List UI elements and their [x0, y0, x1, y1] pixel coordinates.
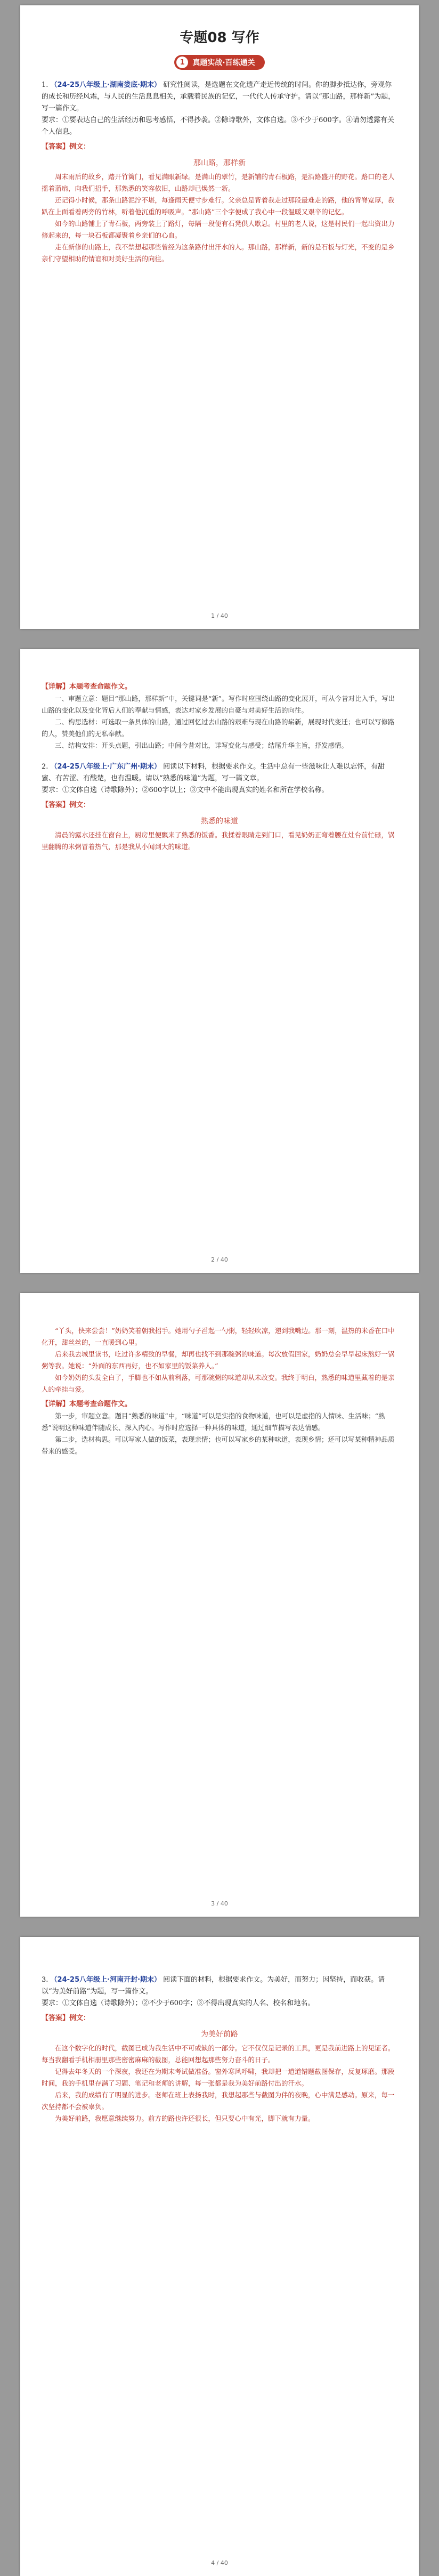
- essay-paragraph: 清晨的露水还挂在窗台上，厨房里便飘来了熟悉的饭香。我揉着眼睛走到门口，看见奶奶正弯着腰在灶台前忙碌，锅里翻腾的米粥冒着热气，那是我从小闻到大的味道。: [42, 831, 395, 851]
- question-prompt: 阅读下面的材料，根据要求作文。为美好，而努力；因坚持，而收获。请以“为美好前路”为题，写一篇作文。: [42, 1976, 385, 1996]
- section-header: [42, 55, 397, 70]
- essay-paragraph: 记得去年冬天的一个深夜，我还在为期末考试做准备。窗外寒风呼啸，我却把一道道错题截图保存，反复琢磨。那段时间，我的手机里存满了习题、笔记和老师的讲解，每一张都是我为美好前路付出的汗水。: [42, 2068, 395, 2087]
- commentary-tag: 【详解】本题考查命题作文。: [42, 683, 132, 691]
- commentary-paragraph: 一、审题立意：题目“那山路，那样新”中，关键词是“新”。写作时应围绕山路的变化展开，可从今昔对比入手，写出山路的变化以及变化背后人们的奉献与情感，表达对家乡发展的自豪与对美好生活的向往。: [42, 695, 395, 714]
- section-number: 1: [176, 56, 188, 68]
- section-badge: [174, 55, 264, 70]
- document-page: [20, 1293, 419, 1917]
- essay-title: 熟悉的味道: [201, 817, 238, 826]
- question-source: （24-25八年级上·湖南娄底·期末）: [50, 81, 161, 89]
- document-page: [20, 5, 419, 629]
- section-label: 真题实战·百练通关: [192, 59, 255, 67]
- essay-title: 那山路，那样新: [193, 159, 246, 167]
- question-2: [42, 761, 397, 785]
- page-footer: 2 / 40: [211, 1256, 228, 1263]
- essay-title: 为美好前路: [201, 2030, 238, 2039]
- document-title: 专题08 写作: [180, 30, 259, 46]
- answer-tag: 【答案】例文：: [42, 143, 91, 151]
- question-requirements: 要求：①文体自选（诗歌除外）；②不少于600字；③不得出现真实的人名、校名和地名。: [42, 1999, 315, 2007]
- essay-paragraph: 后来，我的成绩有了明显的进步。老师在班上表扬我时，我想起那些与截图为伴的夜晚，心中满是感动。原来，每一次坚持都不会被辜负。: [42, 2091, 395, 2111]
- essay-paragraph: 周末雨后的故乡，踏开竹篱门，看见满眼新绿。是满山的翠竹，是新铺的青石板路，是沿路盛开的野花。路口的老人摇着蒲扇，向我们招手，那熟悉的笑容依旧，山路却已焕然一新。: [42, 173, 395, 192]
- document-page: [20, 1937, 419, 2576]
- document-page: [20, 649, 419, 1273]
- essay-paragraph: 走在新修的山路上，我不禁想起那些曾经为这条路付出汗水的人。那山路，那样新，新的是石板与灯光，不变的是乡亲们守望相助的情谊和对美好生活的向往。: [42, 243, 395, 263]
- essay-paragraph: 如今的山路铺上了青石板，两旁装上了路灯，每隔一段便有石凳供人歇息。村里的老人说，这是村民们一起出资出力修起来的，每一块石板都凝聚着乡亲们的心血。: [42, 220, 395, 239]
- essay-paragraph: 还记得小时候，那条山路泥泞不堪，每逢雨天便寸步难行。父亲总是背着我走过那段最难走的路，他的背脊宽厚，我趴在上面看着两旁的竹林，听着他沉重的呼吸声。“那山路”三个字便成了我心中一段温暖又艰辛的记忆。: [42, 196, 395, 216]
- question-prompt: 阅读以下材料，根据要求作文。生活中总有一些滋味让人难以忘怀，有甜蜜、有苦涩、有酸楚，也有温暖。请以“熟悉的味道”为题，写一篇文章。: [42, 763, 385, 782]
- essay-paragraph: 如今奶奶的头发全白了，手脚也不如从前利落，可那碗粥的味道却从未改变。我终于明白，熟悉的味道里藏着的是亲人的牵挂与爱。: [42, 1374, 395, 1393]
- page-footer: 3 / 40: [211, 1900, 228, 1907]
- essay-paragraph: 在这个数字化的时代，截图已成为我生活中不可或缺的一部分。它不仅仅是记录的工具，更是我前进路上的见证者。每当我翻看手机相册里那些密密麻麻的截图，总能回想起那些努力奋斗的日子。: [42, 2044, 395, 2064]
- answer-tag: 【答案】例文：: [42, 2014, 91, 2022]
- commentary-paragraph: 第二步，选材构思。可以写家人做的饭菜，表现亲情；也可以写家乡的某种味道，表现乡情；还可以写某种精神品质带来的感受。: [42, 1435, 395, 1455]
- commentary-paragraph: 三、结构安排：开头点题，引出山路；中间今昔对比，详写变化与感受；结尾升华主旨，抒发感情。: [55, 741, 348, 749]
- question-number: 2.: [42, 763, 48, 771]
- question-requirements: 要求：①要表达自己的生活经历和思考感悟，不得抄袭。②除诗歌外，文体自选。③不少于600字。④请勿透露有关个人信息。: [42, 116, 394, 136]
- commentary-paragraph: 二、构思选材：可选取一条具体的山路，通过回忆过去山路的艰难与现在山路的崭新，展现时代变迁；也可以写修路的人，赞美他们的无私奉献。: [42, 718, 395, 738]
- question-number: 3.: [42, 1976, 48, 1984]
- question-source: （24-25八年级上·河南开封·期末）: [50, 1976, 161, 1984]
- page-footer: 1 / 40: [211, 612, 228, 619]
- essay-paragraph: “丫头，快来尝尝！”奶奶笑着朝我招手。她用勺子舀起一勺粥，轻轻吹凉，递到我嘴边。那一刻，温热的米香在口中化开，甜丝丝的，一直暖到心里。: [42, 1327, 395, 1346]
- question-1: [42, 79, 397, 115]
- question-number: 1.: [42, 81, 48, 89]
- question-prompt: 研究性阅读，是选题在文化遗产走近传统的时间。你的脚步抵达你，旁观你的成长和历经风霜，与人民的生活息息相关，承载着民族的记忆，一代代人传承守护。请以“那山路，那样新”为题，写一篇作文。: [42, 81, 395, 112]
- question-3: [42, 1974, 397, 1998]
- essay-paragraph: 为美好前路，我愿意继续努力。前方的路也许还很长，但只要心中有光，脚下就有力量。: [55, 2114, 315, 2122]
- question-source: （24-25八年级上·广东广州·期末）: [50, 763, 161, 771]
- page-footer: 4 / 40: [211, 2559, 228, 2566]
- commentary-paragraph: 第一步，审题立意。题目“熟悉的味道”中，“味道”可以是实指的食物味道，也可以是虚指的人情味、生活味；“熟悉”说明这种味道伴随成长、深入内心。写作时应选择一种具体的味道，通过细节描写表达情感。: [42, 1412, 385, 1432]
- answer-tag: 【答案】例文：: [42, 801, 91, 809]
- commentary-tag: 【详解】本题考查命题作文。: [42, 1400, 132, 1408]
- question-requirements: 要求：①文体自选（诗歌除外）；②600字以上；③文中不能出现真实的姓名和所在学校名称。: [42, 786, 329, 794]
- essay-paragraph: 后来我去城里读书，吃过许多精致的早餐，却再也找不到那碗粥的味道。每次放假回家，奶奶总会早早起床熬好一锅粥等我。她说：“外面的东西再好，也不如家里的饭菜养人。”: [42, 1350, 395, 1370]
